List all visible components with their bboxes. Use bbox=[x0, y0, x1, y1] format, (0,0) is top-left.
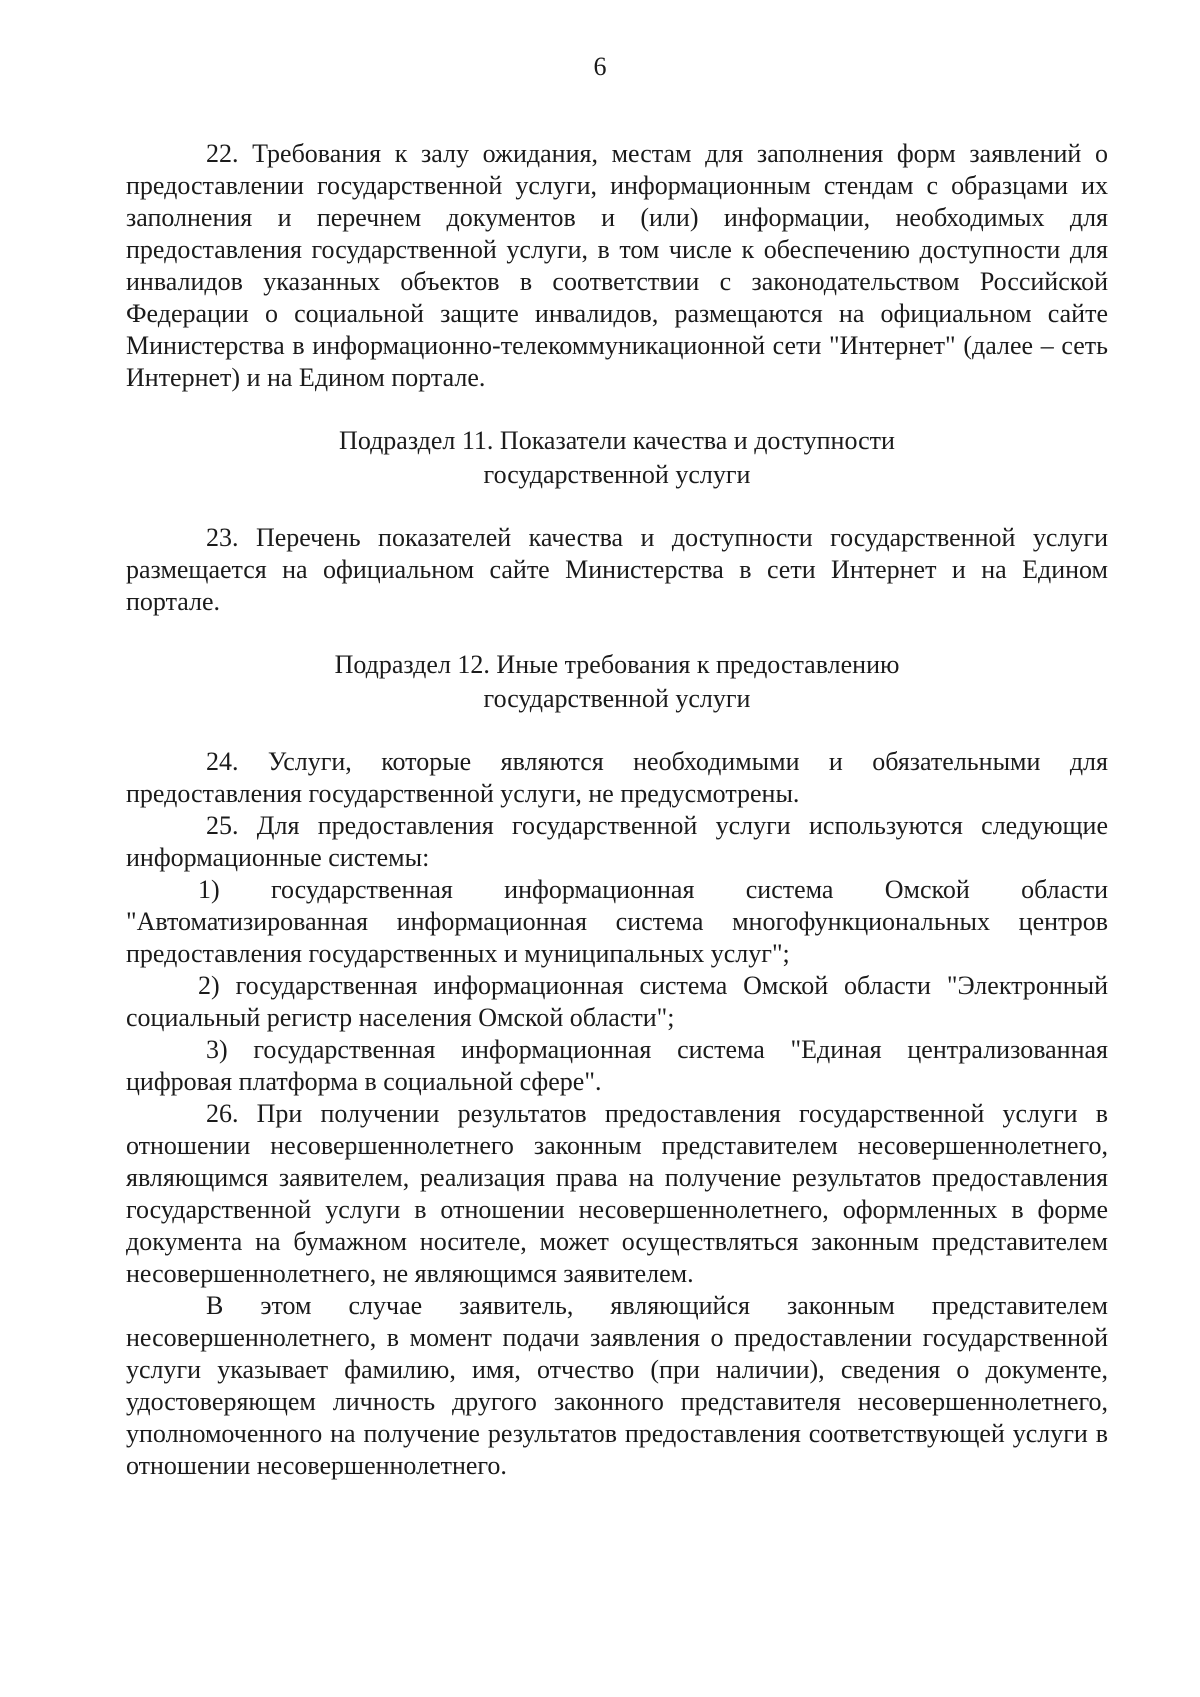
subsection-12-title-line2: государственной услуги bbox=[483, 684, 751, 713]
subsection-12-title-line1: Подраздел 12. Иные требования к предоставлению bbox=[334, 650, 900, 679]
paragraph-23: 23. Перечень показателей качества и доступности государственной услуги размещается на официальном сайте Министерства в сети Интернет и на Едином портале. bbox=[126, 523, 1108, 616]
paragraph-24: 24. Услуги, которые являются необходимыми и обязательными для предоставления государственной услуги, не предусмотрены. bbox=[126, 747, 1108, 808]
subsection-11-heading bbox=[126, 424, 1108, 492]
subsection-11-title-line2: государственной услуги bbox=[483, 460, 751, 489]
page-number: 6 bbox=[593, 52, 607, 81]
subsection-12-heading bbox=[126, 648, 1108, 716]
list-item-3: 3) государственная информационная система "Единая централизованная цифровая платформа в социальной сфере". bbox=[126, 1035, 1108, 1096]
document-body bbox=[126, 138, 1108, 1482]
paragraph-26-continuation: В этом случае заявитель, являющийся законным представителем несовершеннолетнего, в момент подачи заявления о предоставлении государственной услуги указывает фамилию, имя, отчество (при наличии), сведения о документе, удостоверяющем личность другого законного представителя несовершеннолетнего, уполномоченного на получение результатов предоставления соответствующей услуги в отношении несовершеннолетнего. bbox=[126, 1291, 1108, 1480]
paragraph-22: 22. Требования к залу ожидания, местам для заполнения форм заявлений о предоставлении государственной услуги, информационным стендам с образцами их заполнения и перечнем документов и (или) информации, необходимых для предоставления государственной услуги, в том числе к обеспечению доступности для инвалидов указанных объектов в соответствии с законодательством Российской Федерации о социальной защите инвалидов, размещаются на официальном сайте Министерства в информационно-телекоммуникационной сети "Интернет" (далее – сеть Интернет) и на Едином портале. bbox=[126, 139, 1108, 392]
paragraph-26: 26. При получении результатов предоставления государственной услуги в отношении несовершеннолетнего законным представителем несовершеннолетнего, являющимся заявителем, реализация права на получение результатов предоставления государственной услуги в отношении несовершеннолетнего, оформленных в форме документа на бумажном носителе, может осуществляться законным представителем несовершеннолетнего, не являющимся заявителем. bbox=[126, 1099, 1108, 1288]
list-item-2: 2) государственная информационная система Омской области "Электронный социальный регистр населения Омской области"; bbox=[126, 971, 1108, 1032]
list-item-1: 1) государственная информационная система Омской области "Автоматизированная информационная система многофункциональных центров предоставления государственных и муниципальных услуг"; bbox=[126, 875, 1108, 968]
paragraph-25: 25. Для предоставления государственной услуги используются следующие информационные системы: bbox=[126, 811, 1108, 872]
subsection-11-title-line1: Подраздел 11. Показатели качества и доступности bbox=[339, 426, 895, 455]
